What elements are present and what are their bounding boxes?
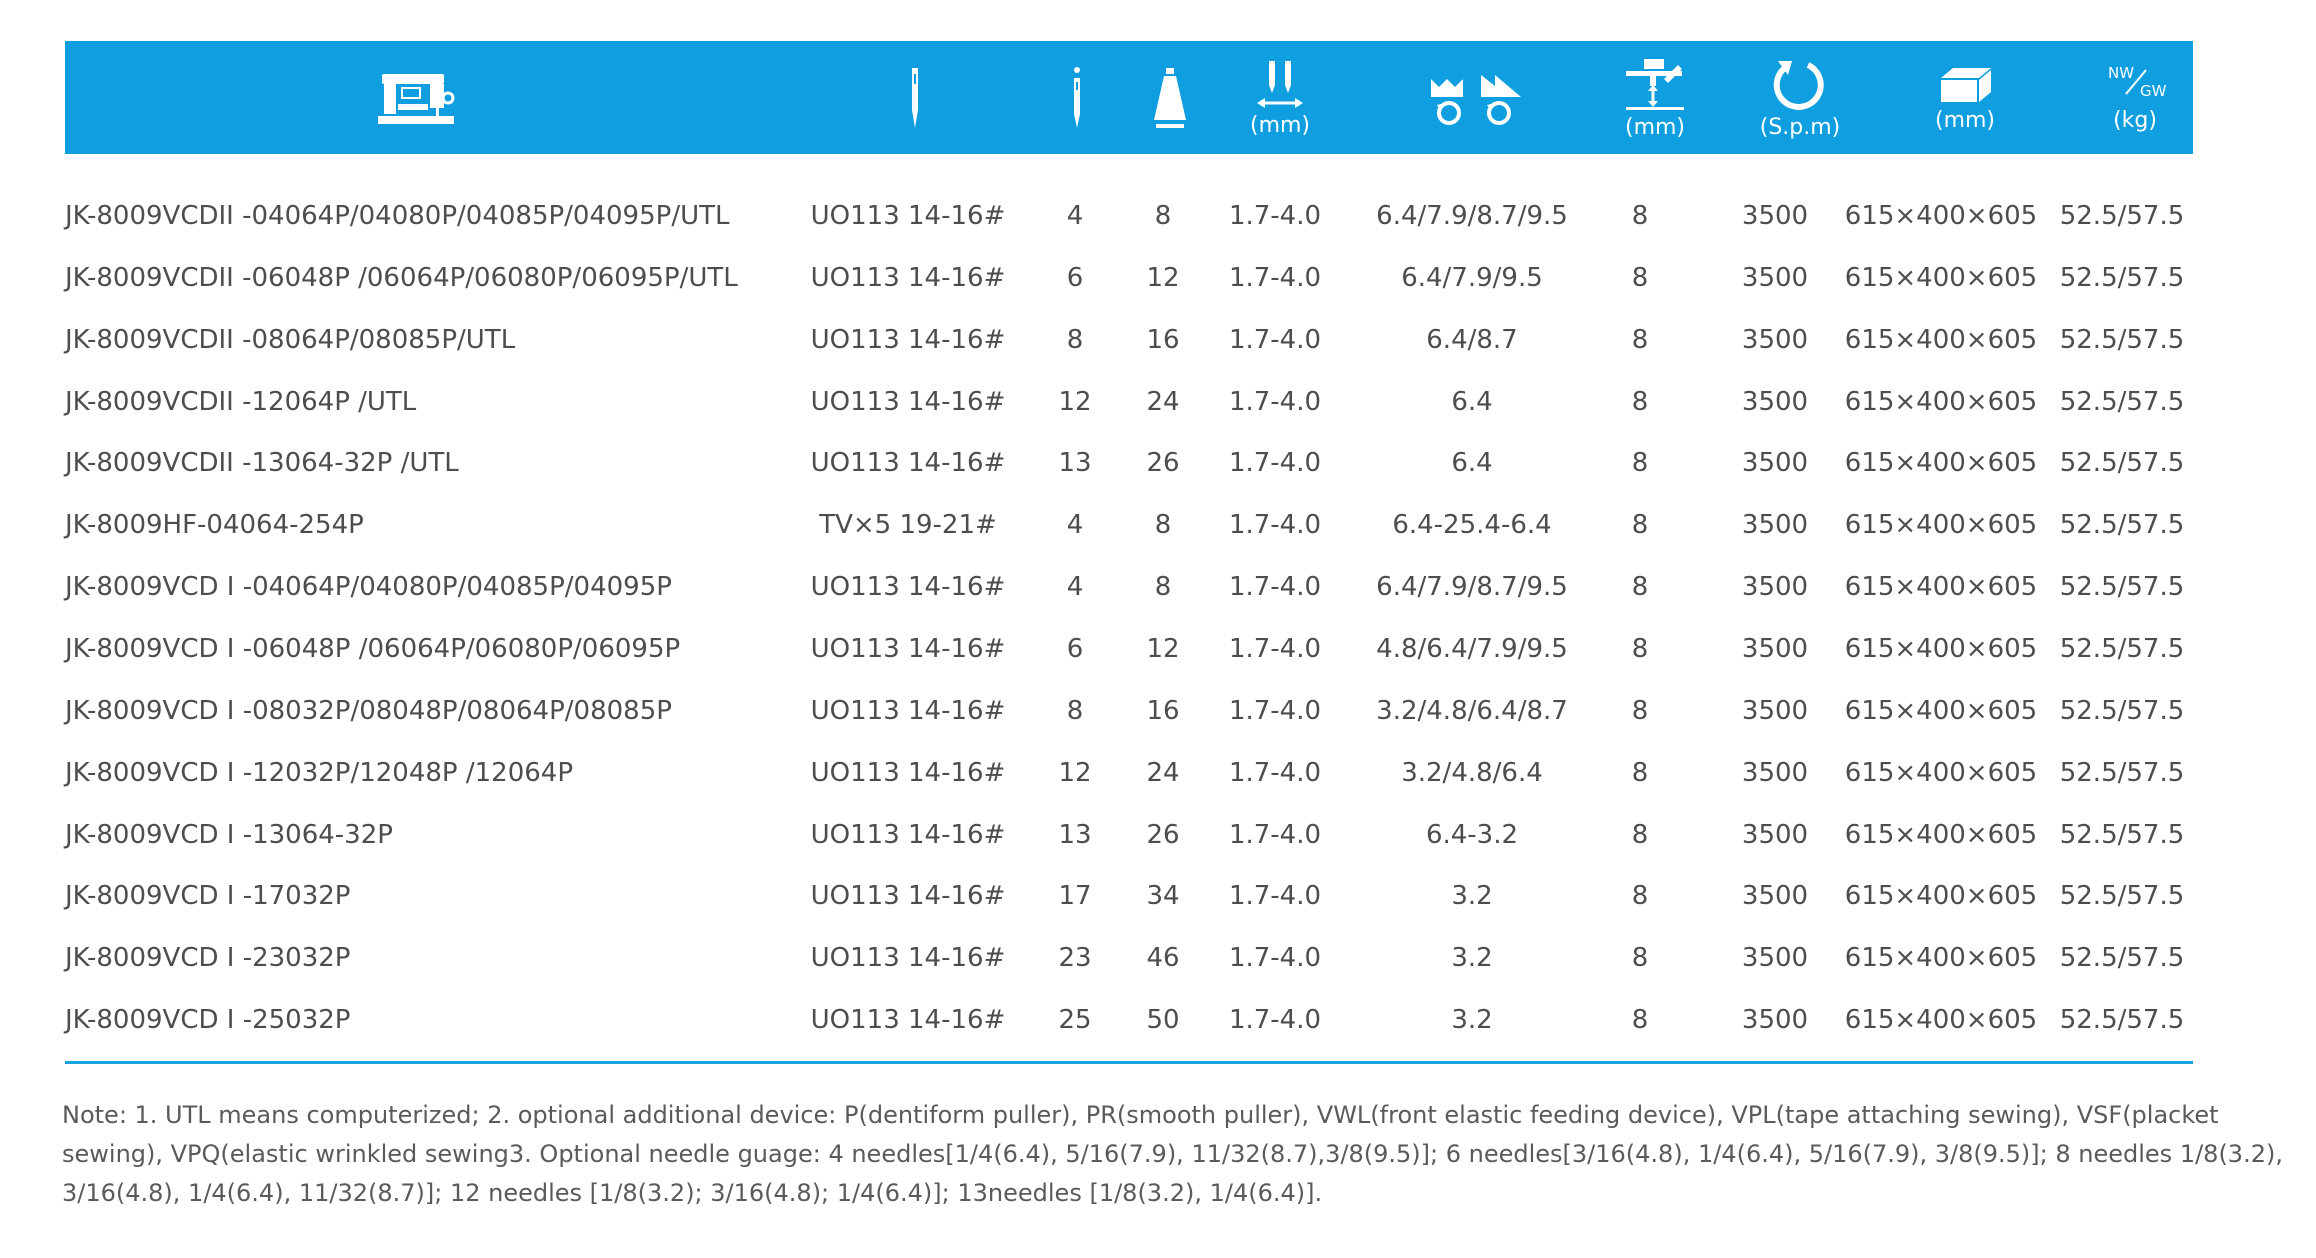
needle-type-cell: UO113 14-16#: [810, 201, 1006, 231]
needle-type-cell: TV×5 19-21#: [819, 510, 997, 541]
model-cell: JK-8009VCD I -06048P /06064P/06080P/06095P: [65, 633, 681, 664]
presser-foot-lift-icon: [1610, 41, 1700, 154]
speed-cell: 3500: [1741, 324, 1809, 355]
table-row: [0, 815, 2316, 855]
stitch-length-cell: 1.7-4.0: [1228, 695, 1322, 726]
model-cell: JK-8009VCD I -12032P/12048P /12064P: [65, 757, 574, 788]
needle-count-cell: 25: [1058, 1005, 1092, 1036]
speed-icon: [1735, 41, 1865, 154]
weight-nw-label: NW: [2108, 63, 2135, 82]
presser-lift-cell: 8: [1631, 819, 1649, 850]
needle-gauge-icon: [1415, 41, 1535, 154]
package-size-cell: 615×400×605: [1844, 324, 2038, 355]
speed-cell: 3500: [1741, 201, 1809, 231]
package-size-cell: 615×400×605: [1844, 448, 2038, 479]
package-size-cell: 615×400×605: [1844, 695, 2038, 726]
presser-lift-cell: 8: [1631, 881, 1649, 912]
needle-type-cell: UO113 14-16#: [810, 943, 1006, 974]
stitch-length-cell: 1.7-4.0: [1228, 881, 1322, 912]
thread-count-cell: 34: [1146, 881, 1180, 912]
needle-count-cell: 6: [1066, 633, 1084, 664]
model-cell: JK-8009VCDII -13064-32P /UTL: [65, 448, 459, 479]
spec-table-header: [65, 41, 2193, 154]
model-cell: JK-8009VCDII -06048P /06064P/06080P/06095P/UTL: [65, 262, 738, 293]
package-size-cell: 615×400×605: [1844, 201, 2038, 231]
table-row: [0, 196, 2316, 236]
package-size-cell: 615×400×605: [1844, 572, 2038, 603]
model-cell: JK-8009VCDII -12064P /UTL: [65, 386, 417, 417]
weight-cell: 52.5/57.5: [2059, 943, 2185, 974]
model-cell: JK-8009HF-04064-254P: [65, 510, 364, 541]
table-row: [0, 938, 2316, 978]
presser-lift-cell: 8: [1631, 201, 1649, 231]
package-size-cell: 615×400×605: [1844, 881, 2038, 912]
needle-type-cell: UO113 14-16#: [810, 881, 1006, 912]
speed-cell: 3500: [1741, 757, 1809, 788]
needle-gauge-cell: 6.4/7.9/9.5: [1401, 262, 1543, 293]
needle-count-cell: 17: [1058, 881, 1092, 912]
presser-lift-cell: 8: [1631, 633, 1649, 664]
thread-count-cell: 24: [1146, 757, 1180, 788]
stitch-length-unit: (mm): [1249, 112, 1311, 138]
weight-cell: 52.5/57.5: [2059, 324, 2185, 355]
presser-lift-cell: 8: [1631, 324, 1649, 355]
model-cell: JK-8009VCD I -23032P: [65, 943, 351, 974]
thread-count-cell: 12: [1146, 633, 1180, 664]
thread-cone-icon: [1140, 41, 1200, 154]
stitch-length-cell: 1.7-4.0: [1228, 757, 1322, 788]
package-size-cell: 615×400×605: [1844, 633, 2038, 664]
speed-unit: (S.p.m): [1759, 114, 1841, 140]
needle-count-cell: 13: [1058, 819, 1092, 850]
footnote: Note: 1. UTL means computerized; 2. optional additional device: P(dentiform puller), PR(smooth puller), VWL(front elastic feeding device), VPL(tape attaching sewing), VSF(placket sewing), VPQ(elastic wrinkled sewing3. Optional needle guage: 4 needles[1/4(6.4), 5/16(7.9), 11/32(8.7),3/8(9.5)]; 6 needles[3/16(4.8), 1/4(6.4), 5/16(7.9), 3/8(9.5)]; 8 needles 1/8(3.2), 3/16(4.8), 1/4(6.4), 11/32(8.7)]; 12 needles [1/8(3.2); 3/16(4.8); 1/4(6.4)]; 13needles [1/8(3.2), 1/4(6.4)].: [62, 1101, 2283, 1207]
stitch-length-cell: 1.7-4.0: [1228, 201, 1322, 231]
package-size-cell: 615×400×605: [1844, 943, 2038, 974]
presser-lift-cell: 8: [1631, 943, 1649, 974]
table-bottom-divider: [65, 1061, 2193, 1064]
needle-icon: [895, 41, 935, 154]
thread-count-cell: 8: [1154, 510, 1172, 541]
package-box-icon: [1910, 41, 2020, 154]
package-size-cell: 615×400×605: [1844, 1005, 2038, 1036]
weight-cell: 52.5/57.5: [2059, 1005, 2185, 1036]
presser-lift-cell: 8: [1631, 262, 1649, 293]
needle-gauge-cell: 6.4-25.4-6.4: [1392, 510, 1552, 541]
table-row: [0, 753, 2316, 793]
model-cell: JK-8009VCD I -04064P/04080P/04085P/04095P: [65, 572, 672, 603]
needle-type-cell: UO113 14-16#: [810, 572, 1006, 603]
table-row: [0, 1000, 2316, 1040]
thread-count-cell: 26: [1146, 448, 1180, 479]
needle-gauge-cell: 4.8/6.4/7.9/9.5: [1376, 633, 1568, 664]
table-row: [0, 691, 2316, 731]
speed-cell: 3500: [1741, 943, 1809, 974]
table-row: [0, 876, 2316, 916]
needle-count-cell: 8: [1066, 695, 1084, 726]
thread-count-cell: 12: [1146, 262, 1180, 293]
needle-type-cell: UO113 14-16#: [810, 448, 1006, 479]
model-cell: JK-8009VCD I -25032P: [65, 1005, 351, 1036]
package-size-cell: 615×400×605: [1844, 819, 2038, 850]
presser-lift-cell: 8: [1631, 510, 1649, 541]
needle-gauge-cell: 6.4/7.9/8.7/9.5: [1376, 201, 1568, 231]
package-box-unit: (mm): [1934, 107, 1996, 133]
table-row: [0, 320, 2316, 360]
model-cell: JK-8009VCDII -04064P/04080P/04085P/04095P/UTL: [65, 201, 730, 231]
stitch-length-cell: 1.7-4.0: [1228, 262, 1322, 293]
stitch-length-cell: 1.7-4.0: [1228, 386, 1322, 417]
needle-count-cell: 12: [1058, 386, 1092, 417]
needle-type-cell: UO113 14-16#: [810, 819, 1006, 850]
needle-type-cell: UO113 14-16#: [810, 757, 1006, 788]
weight-cell: 52.5/57.5: [2059, 262, 2185, 293]
speed-cell: 3500: [1741, 510, 1809, 541]
weight-unit: (kg): [2113, 107, 2157, 133]
needle-gauge-cell: 3.2/4.8/6.4/8.7: [1376, 695, 1568, 726]
presser-lift-cell: 8: [1631, 1005, 1649, 1036]
needle-type-cell: UO113 14-16#: [810, 386, 1006, 417]
weight-cell: 52.5/57.5: [2059, 201, 2185, 231]
thread-count-cell: 50: [1146, 1005, 1180, 1036]
speed-cell: 3500: [1741, 572, 1809, 603]
weight-cell: 52.5/57.5: [2059, 881, 2185, 912]
thread-count-cell: 46: [1146, 943, 1180, 974]
needle-type-cell: UO113 14-16#: [810, 324, 1006, 355]
weight-cell: 52.5/57.5: [2059, 633, 2185, 664]
needle-gauge-cell: 6.4: [1451, 448, 1493, 479]
needle-type-cell: UO113 14-16#: [810, 633, 1006, 664]
package-size-cell: 615×400×605: [1844, 262, 2038, 293]
speed-cell: 3500: [1741, 1005, 1809, 1036]
needle-type-cell: UO113 14-16#: [810, 695, 1006, 726]
presser-lift-cell: 8: [1631, 757, 1649, 788]
stitch-length-cell: 1.7-4.0: [1228, 633, 1322, 664]
needle-count-cell: 6: [1066, 262, 1084, 293]
sewing-machine-icon: [361, 41, 471, 154]
weight-cell: 52.5/57.5: [2059, 819, 2185, 850]
needle-count-cell: 13: [1058, 448, 1092, 479]
stitch-length-cell: 1.7-4.0: [1228, 819, 1322, 850]
presser-lift-cell: 8: [1631, 448, 1649, 479]
package-size-cell: 615×400×605: [1844, 386, 2038, 417]
needle-count-cell: 23: [1058, 943, 1092, 974]
thread-count-cell: 8: [1154, 572, 1172, 603]
weight-cell: 52.5/57.5: [2059, 510, 2185, 541]
thread-count-cell: 26: [1146, 819, 1180, 850]
table-row: [0, 629, 2316, 669]
needle-count-icon: [1057, 41, 1097, 154]
needle-count-cell: 4: [1066, 510, 1084, 541]
needle-gauge-cell: 6.4: [1451, 386, 1493, 417]
needle-gauge-cell: 6.4-3.2: [1425, 819, 1519, 850]
thread-count-cell: 8: [1154, 201, 1172, 231]
table-row: [0, 258, 2316, 298]
presser-lift-cell: 8: [1631, 386, 1649, 417]
needle-gauge-cell: 3.2: [1451, 1005, 1493, 1036]
table-row: [0, 443, 2316, 483]
needle-gauge-cell: 3.2: [1451, 943, 1493, 974]
thread-count-cell: 16: [1146, 695, 1180, 726]
package-size-cell: 615×400×605: [1844, 757, 2038, 788]
weight-cell: 52.5/57.5: [2059, 386, 2185, 417]
stitch-length-cell: 1.7-4.0: [1228, 448, 1322, 479]
weight-cell: 52.5/57.5: [2059, 448, 2185, 479]
needle-gauge-cell: 6.4/8.7: [1426, 324, 1518, 355]
stitch-length-cell: 1.7-4.0: [1228, 1005, 1322, 1036]
stitch-length-cell: 1.7-4.0: [1228, 324, 1322, 355]
speed-cell: 3500: [1741, 819, 1809, 850]
speed-cell: 3500: [1741, 448, 1809, 479]
needle-count-cell: 12: [1058, 757, 1092, 788]
stitch-length-cell: 1.7-4.0: [1228, 572, 1322, 603]
stitch-length-icon: [1235, 41, 1325, 154]
presser-foot-lift-unit: (mm): [1624, 114, 1686, 140]
speed-cell: 3500: [1741, 695, 1809, 726]
weight-cell: 52.5/57.5: [2059, 572, 2185, 603]
needle-count-cell: 4: [1066, 201, 1084, 231]
speed-cell: 3500: [1741, 633, 1809, 664]
needle-type-cell: UO113 14-16#: [810, 1005, 1006, 1036]
needle-count-cell: 4: [1066, 572, 1084, 603]
needle-gauge-cell: 6.4/7.9/8.7/9.5: [1376, 572, 1568, 603]
model-cell: JK-8009VCD I -08032P/08048P/08064P/08085P: [65, 695, 672, 726]
speed-cell: 3500: [1741, 881, 1809, 912]
weight-icon: [2090, 41, 2180, 154]
needle-gauge-cell: 3.2/4.8/6.4: [1401, 757, 1543, 788]
model-cell: JK-8009VCD I -17032P: [65, 881, 351, 912]
package-size-cell: 615×400×605: [1844, 510, 2038, 541]
needle-gauge-cell: 3.2: [1451, 881, 1493, 912]
weight-cell: 52.5/57.5: [2059, 695, 2185, 726]
speed-cell: 3500: [1741, 262, 1809, 293]
speed-cell: 3500: [1741, 386, 1809, 417]
thread-count-cell: 16: [1146, 324, 1180, 355]
stitch-length-cell: 1.7-4.0: [1228, 943, 1322, 974]
model-cell: JK-8009VCD I -13064-32P: [65, 819, 393, 850]
needle-count-cell: 8: [1066, 324, 1084, 355]
needle-type-cell: UO113 14-16#: [810, 262, 1006, 293]
table-row: [0, 505, 2316, 545]
weight-gw-label: GW: [2140, 81, 2167, 100]
presser-lift-cell: 8: [1631, 695, 1649, 726]
table-row: [0, 382, 2316, 422]
weight-cell: 52.5/57.5: [2059, 757, 2185, 788]
presser-lift-cell: 8: [1631, 572, 1649, 603]
stitch-length-cell: 1.7-4.0: [1228, 510, 1322, 541]
thread-count-cell: 24: [1146, 386, 1180, 417]
model-cell: JK-8009VCDII -08064P/08085P/UTL: [65, 324, 516, 355]
table-row: [0, 567, 2316, 607]
